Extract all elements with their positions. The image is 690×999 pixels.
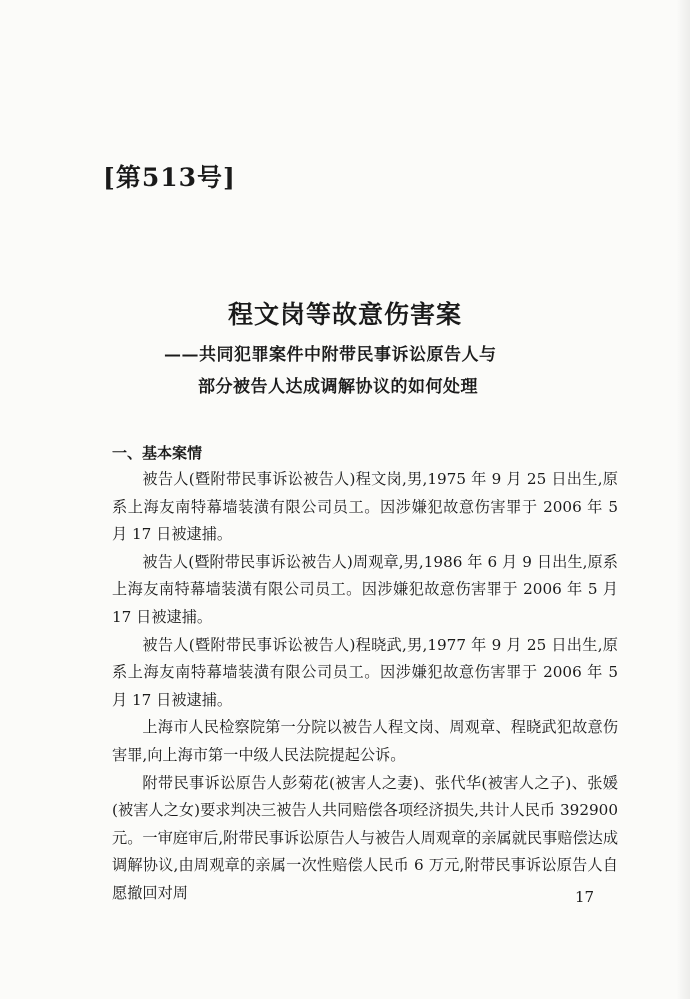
- case-number: [第513号]: [103, 163, 236, 192]
- page-number: 17: [575, 888, 595, 906]
- subtitle-line-2: 部分被告人达成调解协议的如何处理: [198, 377, 478, 397]
- document-title: 程文岗等故意伤害案: [227, 300, 462, 329]
- paragraph-prosecution: 上海市人民检察院第一分院以被告人程文岗、周观章、程晓武犯故意伤害罪,向上海市第一中级人民法院提起公诉。: [112, 718, 618, 764]
- body-text: [112, 466, 618, 908]
- paragraph-defendant-1: 被告人(暨附带民事诉讼被告人)程文岗,男,1975 年 9 月 25 日出生,原系上海友南特幕墙装潢有限公司员工。因涉嫌犯故意伤害罪于 2006 年 5 月 17 日被逮捕。: [112, 470, 618, 544]
- page-edge-shadow: [676, 0, 690, 999]
- paragraph-defendant-2: 被告人(暨附带民事诉讼被告人)周观章,男,1986 年 6 月 9 日出生,原系上海友南特幕墙装潢有限公司员工。因涉嫌犯故意伤害罪于 2006 年 5 月 17 日被逮捕。: [112, 552, 618, 626]
- section-heading: 一、基本案情: [112, 444, 203, 462]
- subtitle-line-1: ——共同犯罪案件中附带民事诉讼原告人与: [164, 345, 497, 365]
- paragraph-civil-claim: 附带民事诉讼原告人彭菊花(被害人之妻)、张代华(被害人之子)、张媛(被害人之女)要求判决三被告人共同赔偿各项经济损失,共计人民币 392900 元。一审庭审后,附带民事诉讼原告人与被告人周观章的亲属就民事赔偿达成调解协议,由周观章的亲属一次性赔偿人民币 6 万元,附带民事诉讼原告人自愿撤回对周: [112, 773, 619, 902]
- paragraph-defendant-3: 被告人(暨附带民事诉讼被告人)程晓武,男,1977 年 9 月 25 日出生,原系上海友南特幕墙装潢有限公司员工。因涉嫌犯故意伤害罪于 2006 年 5 月 17 日被逮捕。: [112, 635, 618, 709]
